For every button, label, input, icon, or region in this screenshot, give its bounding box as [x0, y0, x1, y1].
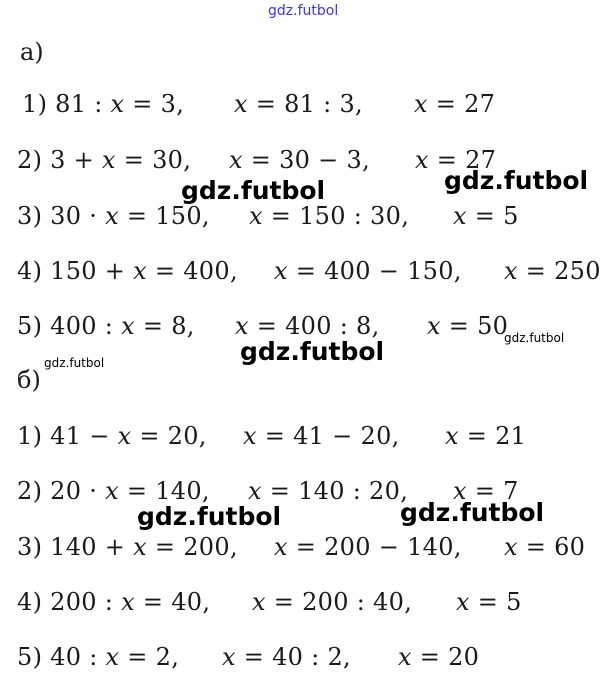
watermark: gdz.futbol: [240, 337, 385, 366]
watermark-top: gdz.futbol: [268, 3, 339, 19]
equation: 3) 140 + 𝑥 = 200,: [17, 533, 238, 561]
answer: 𝑥 = 7: [453, 477, 519, 505]
answer: 𝑥 = 60: [504, 533, 586, 561]
answer: 𝑥 = 5: [453, 202, 519, 230]
equation: 2) 20 · 𝑥 = 140,: [17, 477, 210, 505]
answer: 𝑥 = 250: [504, 257, 601, 285]
solution-step: 𝑥 = 81 : 3,: [234, 90, 363, 118]
solution-step: 𝑥 = 200 − 140,: [274, 533, 462, 561]
equation: 4) 200 : 𝑥 = 40,: [17, 588, 211, 616]
equation: 5) 40 : 𝑥 = 2,: [17, 643, 180, 671]
answer: 𝑥 = 20: [398, 643, 480, 671]
solution-step: 𝑥 = 400 : 8,: [235, 312, 380, 340]
solution-step: 𝑥 = 400 − 150,: [274, 257, 462, 285]
section-b-label: б): [17, 366, 41, 394]
answer: 𝑥 = 27: [414, 90, 496, 118]
equation: 3) 30 · 𝑥 = 150,: [17, 202, 210, 230]
solution-step: 𝑥 = 150 : 30,: [249, 202, 410, 230]
section-a-label: а): [20, 38, 44, 66]
watermark: gdz.futbol: [137, 502, 282, 531]
solution-step: 𝑥 = 200 : 40,: [252, 588, 413, 616]
answer: 𝑥 = 21: [445, 422, 527, 450]
solution-step: 𝑥 = 40 : 2,: [222, 643, 351, 671]
answer: 𝑥 = 50: [427, 312, 509, 340]
equation: 5) 400 : 𝑥 = 8,: [17, 312, 195, 340]
watermark: gdz.futbol: [181, 176, 326, 205]
equation: 1) 81 : 𝑥 = 3,: [22, 90, 185, 118]
watermark-small: gdz.futbol: [44, 356, 105, 370]
equation: 4) 150 + 𝑥 = 400,: [17, 257, 238, 285]
equation: 1) 41 − 𝑥 = 20,: [17, 422, 207, 450]
watermark: gdz.futbol: [400, 498, 545, 527]
watermark-small: gdz.futbol: [504, 331, 565, 345]
solution-step: 𝑥 = 30 − 3,: [229, 146, 371, 174]
solution-step: 𝑥 = 41 − 20,: [243, 422, 400, 450]
watermark: gdz.futbol: [444, 166, 589, 195]
answer: 𝑥 = 5: [456, 588, 522, 616]
solution-step: 𝑥 = 140 : 20,: [248, 477, 409, 505]
equation: 2) 3 + 𝑥 = 30,: [17, 146, 192, 174]
answer: 𝑥 = 27: [415, 146, 497, 174]
